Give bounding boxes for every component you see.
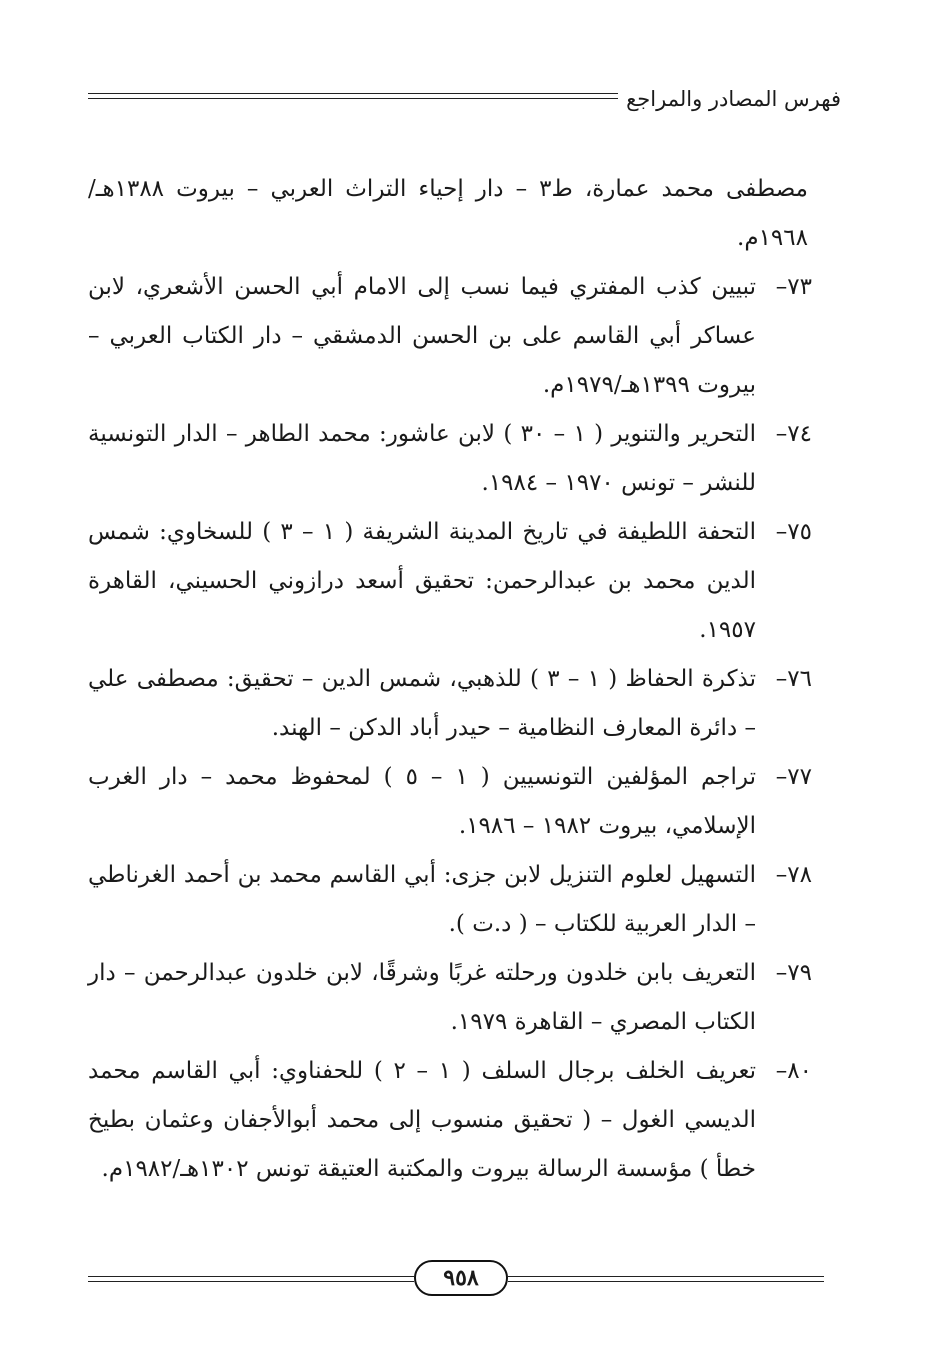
bibliography-entry	[88, 753, 812, 851]
entry-number: ٧٨–	[775, 862, 812, 888]
footer-rule-right	[508, 1276, 824, 1282]
entry-number: ٨٠–	[775, 1058, 812, 1084]
footer-rule-left	[88, 1276, 414, 1282]
entry-number: ٧٤–	[775, 421, 812, 447]
bibliography-entry	[88, 410, 812, 508]
bibliography-entry	[88, 1047, 812, 1194]
entry-text: التعريف بابن خلدون ورحلته غربًا وشرقًا، لابن خلدون عبدالرحمن – دار الكتاب المصري – القاهرة ١٩٧٩.	[88, 960, 756, 1035]
header-double-rule	[88, 93, 618, 99]
bibliography-entry	[88, 263, 812, 410]
entry-text: تبيين كذب المفتري فيما نسب إلى الامام أبي الحسن الأشعري، لابن عساكر أبي القاسم على بن الحسن الدمشقي – دار الكتاب العربي – بيروت ١٣٩٩هـ/١٩٧٩م.	[88, 274, 756, 398]
entry-text: تذكرة الحفاظ ( ١ – ٣ ) للذهبي، شمس الدين – تحقيق: مصطفى علي – دائرة المعارف النظامية – حيدر أباد الدكن – الهند.	[88, 666, 757, 741]
page-number-badge: ٩٥٨	[414, 1260, 508, 1296]
entry-number: ٧٥–	[775, 519, 812, 545]
bibliography-entry	[88, 949, 812, 1047]
entry-text: التسهيل لعلوم التنزيل لابن جزى: أبي القاسم محمد بن أحمد الغرناطي – الدار العربية للكتاب – ( د.ت ).	[88, 862, 756, 937]
entry-text: التحفة اللطيفة في تاريخ المدينة الشريفة ( ١ – ٣ ) للسخاوي: شمس الدين محمد بن عبدالرحمن: تحقيق أسعد درازوني الحسيني، القاهرة ١٩٥٧.	[88, 519, 756, 643]
entry-text: تعريف الخلف برجال السلف ( ١ – ٢ ) للحفناوي: أبي القاسم محمد الديسي الغول – ( تحقيق منسوب إلى محمد أبوالأجفان وعثمان بطيخ خطأ ) مؤسسة الرسالة بيروت والمكتبة العتيقة تونس ١٣٠٢هـ/١٩٨٢م.	[88, 1058, 756, 1182]
bibliography-entry	[88, 508, 812, 655]
entry-number: ٧٦–	[775, 666, 812, 692]
entry-text: التحرير والتنوير ( ١ – ٣٠ ) لابن عاشور: محمد الطاهر – الدار التونسية للنشر – تونس ١٩٧٠ – ١٩٨٤.	[88, 421, 756, 496]
entry-text: تراجم المؤلفين التونسيين ( ١ – ٥ ) لمحفوظ محمد – دار الغرب الإسلامي، بيروت ١٩٨٢ – ١٩٨٦.	[88, 764, 756, 839]
bibliography-entry	[88, 655, 812, 753]
bibliography-entry	[88, 851, 812, 949]
entry-number: ٧٧–	[775, 764, 812, 790]
entry-number: ٧٣–	[775, 274, 812, 300]
entry-number: ٧٩–	[775, 960, 812, 986]
running-header-title: فهرس المصادر والمراجع	[626, 87, 841, 111]
bibliography-body	[88, 165, 812, 1194]
continued-entry-text: مصطفى محمد عمارة، ط٣ – دار إحياء التراث العربي – بيروت ١٣٨٨هـ/١٩٦٨م.	[88, 176, 808, 251]
